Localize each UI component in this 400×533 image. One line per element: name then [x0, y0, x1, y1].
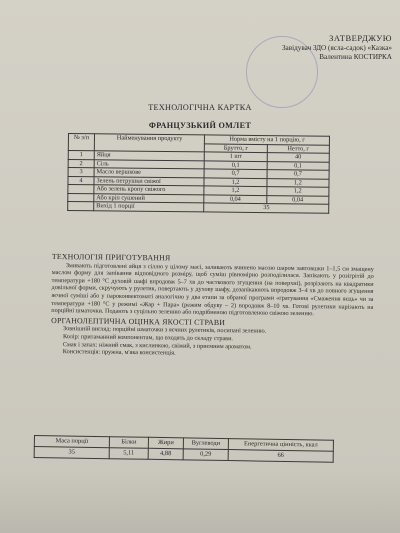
yield-label: Вихід 1 порції — [94, 202, 204, 212]
header-no: № з/п — [68, 134, 94, 151]
dish-name: ФРАНЦУЗЬКИЙ ОМЛЕТ — [148, 121, 252, 130]
approval-signatory: Валентина КОСТИРКА — [319, 53, 392, 61]
approval-block — [236, 34, 392, 63]
energy-header: Білки — [109, 437, 148, 448]
quality-line: Консистенція: пружна, м'яка консистенція. — [62, 348, 176, 357]
row-gross: 0,7 — [204, 169, 266, 178]
row-net: 1,2 — [267, 187, 329, 196]
row-product: Зелень петрушки свіжої — [94, 176, 204, 186]
row-product: Масло вершкове — [94, 168, 204, 178]
energy-value: 4,88 — [148, 448, 183, 459]
row-gross: 0,04 — [204, 194, 266, 203]
document-title: ТЕХНОЛОГІЧНА КАРТКА — [148, 103, 252, 112]
header-net: Нетто, г — [267, 144, 329, 153]
row-product: Або зелень кропу свіжого — [94, 185, 204, 195]
row-no: 2 — [68, 159, 94, 168]
recipe-header-row — [68, 134, 329, 145]
row-net: 0,04 — [267, 195, 329, 204]
quality-heading: ОРГАНОЛЕПТИЧНА ОЦІНКА ЯКОСТІ СТРАВИ — [51, 315, 226, 327]
energy-header: Жири — [148, 437, 183, 448]
energy-table — [34, 435, 334, 462]
row-no: 1 — [68, 151, 94, 160]
row-net: 0,1 — [267, 161, 329, 170]
quality-line: Смак і запах: ніжний смак, з кислинкою, свіжий, з приємним ароматом. — [62, 340, 252, 350]
row-no — [68, 185, 94, 194]
row-net: 40 — [267, 153, 329, 162]
row-gross: 1,2 — [204, 186, 266, 195]
row-net: 0,7 — [267, 170, 329, 179]
row-no: 4 — [68, 176, 94, 185]
recipe-table — [67, 133, 330, 213]
header-norm: Норма вмісту на 1 порцію, г — [205, 135, 330, 145]
header-gross: Брутто, г — [205, 143, 267, 152]
row-product: Сіль — [94, 159, 204, 169]
row-product: Яйця — [94, 151, 204, 161]
row-no — [68, 193, 94, 202]
yield-empty-cell — [68, 202, 94, 211]
row-product: Або кріп сушений — [94, 193, 204, 203]
row-net: 1,2 — [267, 178, 329, 187]
header-product: Найменування продукту — [94, 134, 205, 152]
energy-value: 5,11 — [109, 447, 148, 458]
energy-header: Вуглеводи — [183, 438, 228, 450]
energy-header: Енергетична цінність, ккал — [228, 439, 333, 451]
quality-line: Зовнішній вигляд: порційні шматочки з яєчних рулетиків, посипані зеленню. — [63, 325, 267, 335]
approval-title: ЗАТВЕРДЖУЮ — [329, 33, 392, 43]
technology-text: Змивають підготовлені яйця з сіллю у цілому масі, заливають вчинено масою шаром завтовшки 1–1,5 см змащену маслом форму для запікання відповідного розміру, щоб суміш рівномірно розподілилася. Запікають у розігрітій до температури +180 °С духовій шафі впродовж 5–7 хв до часткового згущення (на поверхні), розрізають на квадратики довільної форми, скручують у рулетик, повертають у духову шафу, дозапікаюють впродовж 3–4 хв до повного згущення яєчної суміші або у пароконвектоматі аналогічно у два етапи за обраної програми «гратування «Смаження яєць» чи за температури +180 °С у режимі «Жар + Пара» (режим обдуву – 2) впродовж 8–10 хв. Готові рулетики нарізають на порційні шматочки. Подають з суцільно зеленню або подрібненою підготовленою свіжою зеленню. — [51, 261, 374, 318]
energy-value: 66 — [228, 449, 333, 461]
technology-heading: ТЕХНОЛОГІЯ ПРИГОТУВАННЯ — [51, 252, 171, 263]
row-gross: 1 шт — [205, 152, 267, 161]
yield-value: 35 — [204, 203, 329, 213]
quality-line: Колір: притаманний компонентам, що входять до складу страви. — [62, 333, 234, 343]
row-gross: 0,1 — [204, 160, 266, 169]
energy-value: 0,29 — [183, 449, 228, 461]
energy-value: 35 — [34, 446, 109, 458]
energy-header: Маса порції — [34, 436, 109, 448]
photo-shadow — [0, 470, 400, 533]
approval-institution: Завідувач ЗДО (ясла-садок) «Казка» — [281, 43, 392, 52]
row-no: 3 — [68, 168, 94, 177]
text-body — [51, 253, 374, 360]
row-gross: 1,2 — [204, 177, 266, 186]
